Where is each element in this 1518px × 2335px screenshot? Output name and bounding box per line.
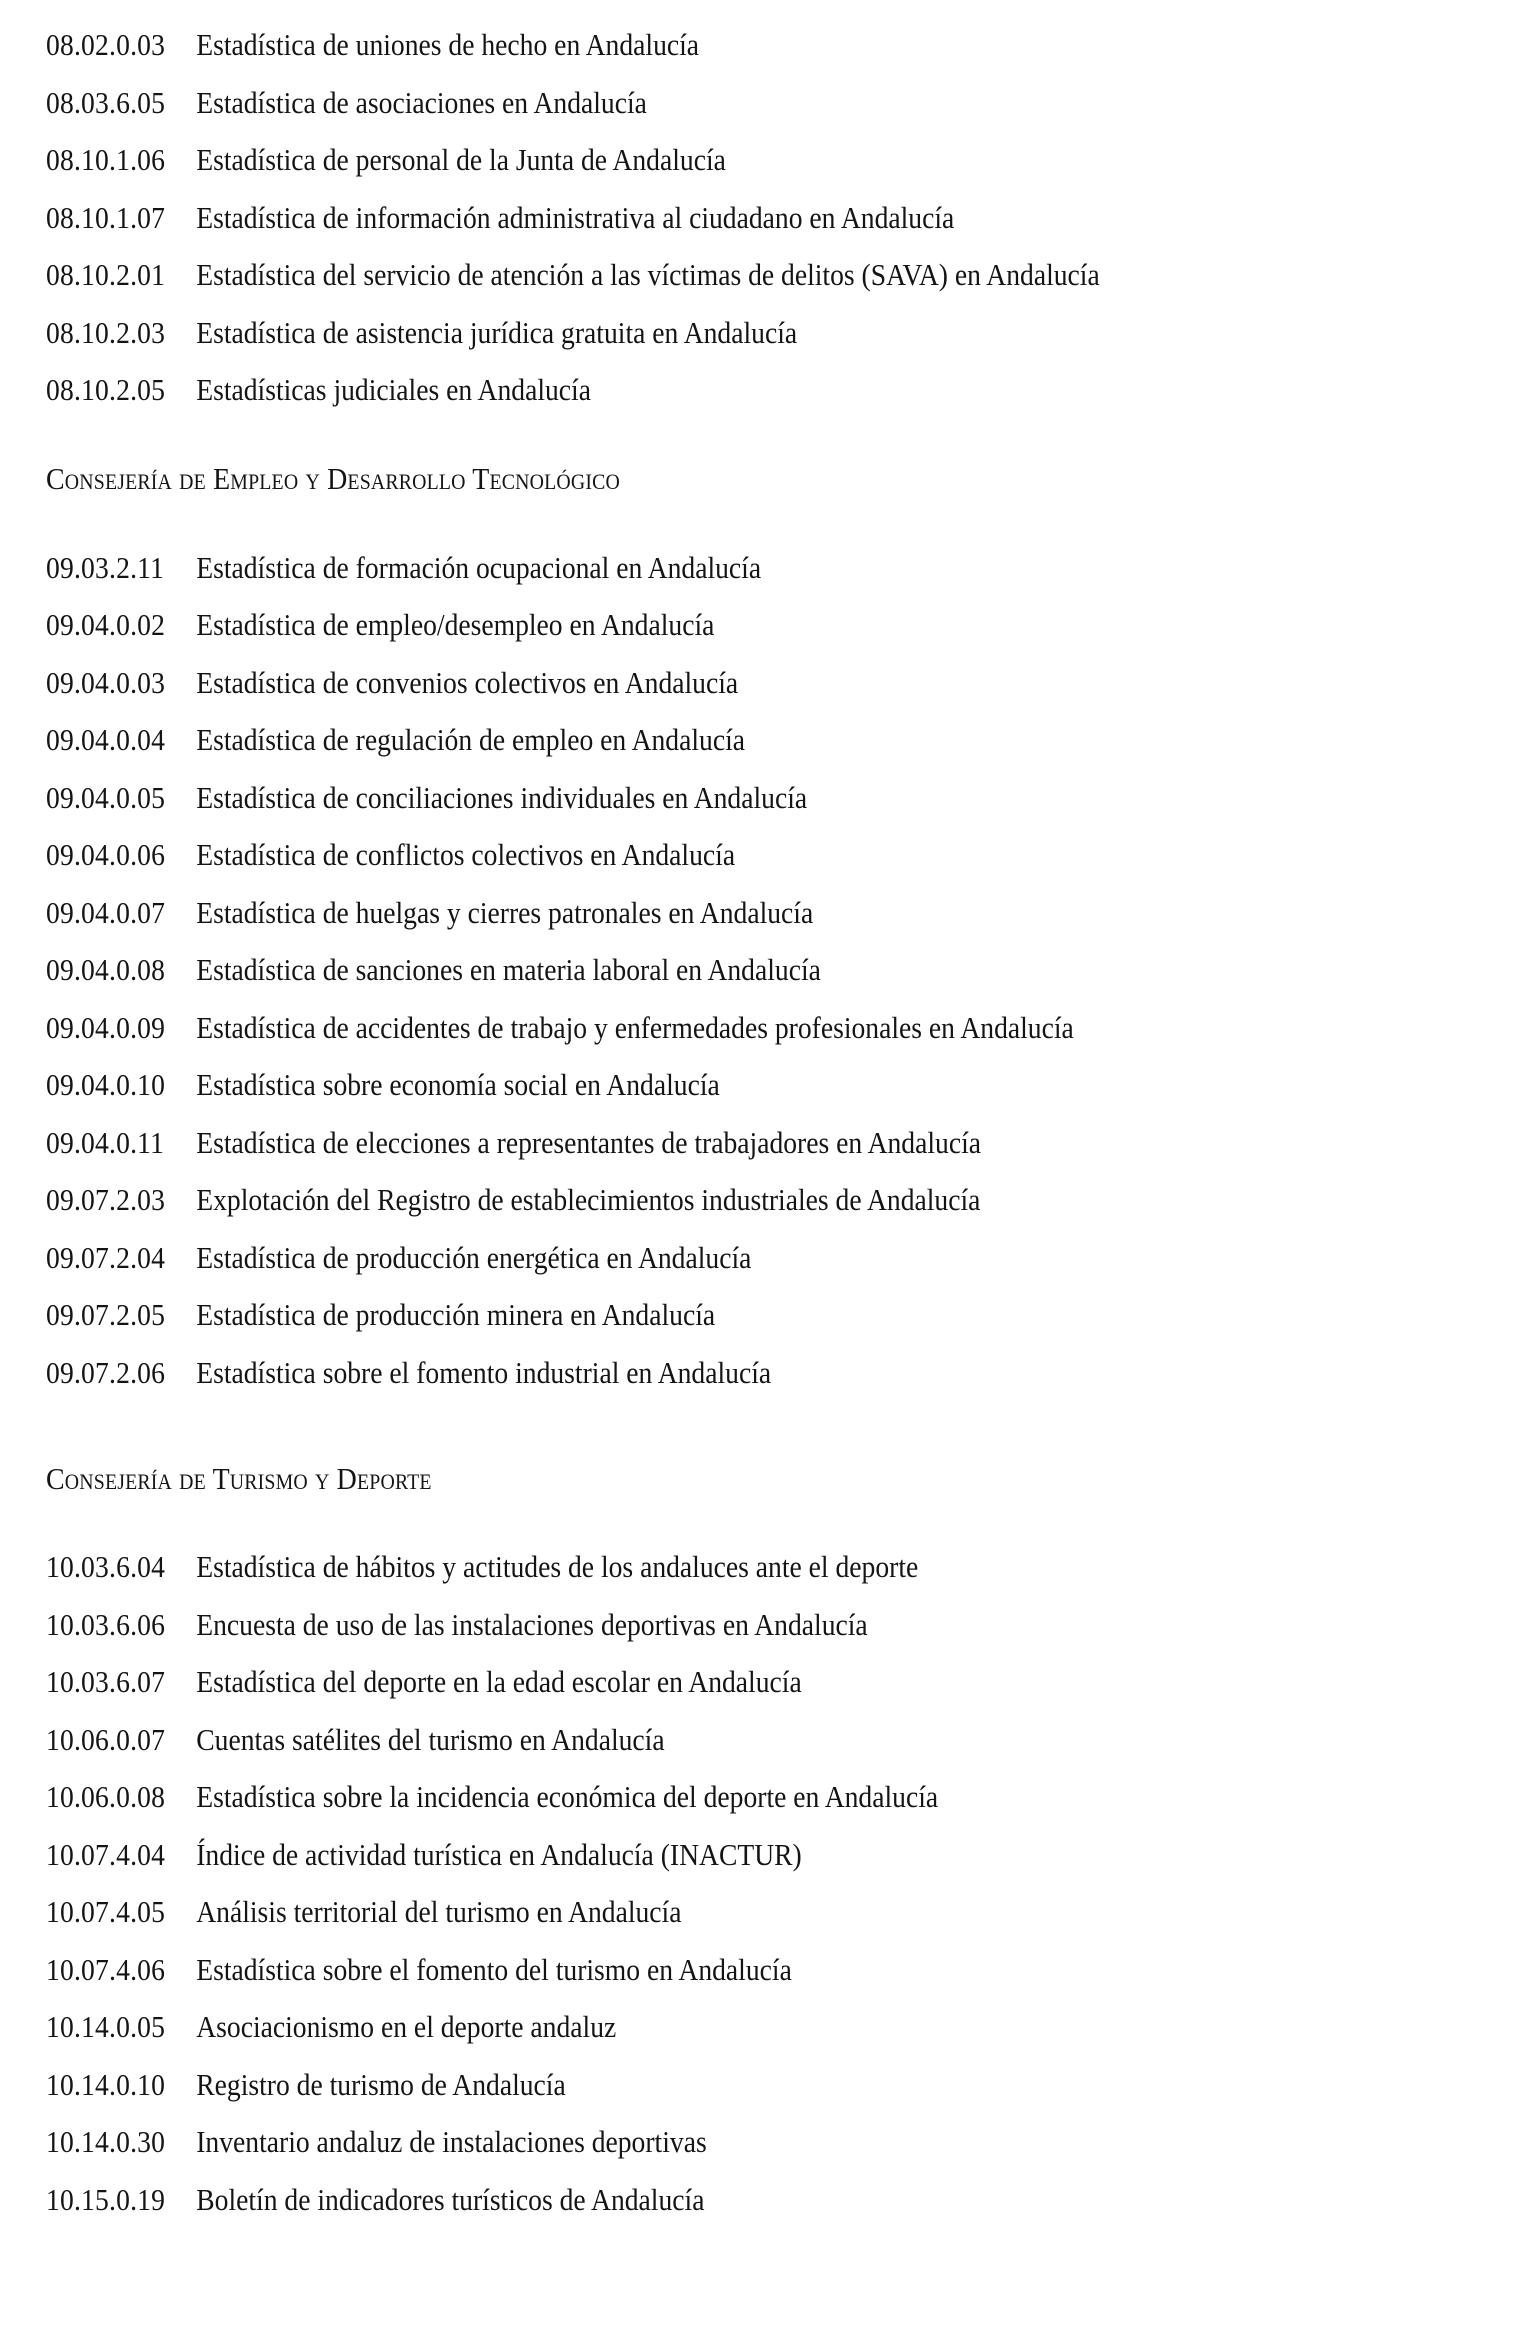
item-title: Estadística de asociaciones en Andalucía bbox=[196, 86, 647, 120]
list-item bbox=[46, 138, 726, 182]
item-title: Encuesta de uso de las instalaciones deportivas en Andalucía bbox=[196, 1608, 868, 1642]
item-title: Estadística del deporte en la edad escolar en Andalucía bbox=[196, 1665, 802, 1699]
item-title: Estadística de conciliaciones individuales en Andalucía bbox=[196, 781, 808, 815]
item-code: 08.10.1.06 bbox=[46, 143, 166, 177]
item-code: 09.07.2.06 bbox=[46, 1356, 166, 1390]
list-item bbox=[46, 1006, 1074, 1050]
item-code: 08.10.2.01 bbox=[46, 258, 166, 292]
item-title: Estadística de uniones de hecho en Andalucía bbox=[196, 28, 700, 62]
item-title: Índice de actividad turística en Andalucía (INACTUR) bbox=[196, 1838, 802, 1872]
item-title: Estadística de convenios colectivos en Andalucía bbox=[196, 666, 739, 700]
list-item bbox=[46, 23, 699, 67]
list-item bbox=[46, 661, 738, 705]
item-code: 10.14.0.10 bbox=[46, 2068, 166, 2102]
list-item bbox=[46, 2178, 704, 2222]
list-item bbox=[46, 1660, 802, 1704]
item-title: Estadística de elecciones a representantes de trabajadores en Andalucía bbox=[196, 1126, 982, 1160]
item-code: 09.04.0.03 bbox=[46, 666, 166, 700]
list-item bbox=[46, 2005, 616, 2049]
item-title: Estadística de producción minera en Andalucía bbox=[196, 1298, 716, 1332]
item-code: 09.04.0.08 bbox=[46, 953, 166, 987]
item-title: Estadística de producción energética en Andalucía bbox=[196, 1241, 752, 1275]
item-code: 08.10.2.05 bbox=[46, 373, 166, 407]
item-title: Estadística de asistencia jurídica gratuita en Andalucía bbox=[196, 316, 798, 350]
item-title: Estadística sobre el fomento industrial en Andalucía bbox=[196, 1356, 772, 1390]
item-code: 09.07.2.03 bbox=[46, 1183, 166, 1217]
list-item bbox=[46, 1890, 681, 1934]
item-code: 10.14.0.30 bbox=[46, 2125, 166, 2159]
item-title: Estadística de personal de la Junta de Andalucía bbox=[196, 143, 726, 177]
section-heading: Consejería de Turismo y Deporte bbox=[46, 1461, 432, 1496]
item-title: Estadística sobre la incidencia económica del deporte en Andalucía bbox=[196, 1780, 939, 1814]
item-code: 10.07.4.06 bbox=[46, 1953, 166, 1987]
item-code: 10.06.0.07 bbox=[46, 1723, 166, 1757]
item-code: 10.07.4.04 bbox=[46, 1838, 166, 1872]
item-title: Estadística de sanciones en materia laboral en Andalucía bbox=[196, 953, 821, 987]
item-code: 10.15.0.19 bbox=[46, 2183, 166, 2217]
item-title: Estadísticas judiciales en Andalucía bbox=[196, 373, 591, 407]
item-title: Estadística de empleo/desempleo en Andalucía bbox=[196, 608, 715, 642]
list-item bbox=[46, 2120, 707, 2164]
item-title: Estadística del servicio de atención a las víctimas de delitos (SAVA) en Andalucía bbox=[196, 258, 1100, 292]
list-item bbox=[46, 546, 761, 590]
item-code: 10.03.6.06 bbox=[46, 1608, 166, 1642]
section-heading: Consejería de Empleo y Desarrollo Tecnológico bbox=[46, 461, 621, 496]
list-item bbox=[46, 2063, 566, 2107]
list-item bbox=[46, 1948, 792, 1992]
list-item bbox=[46, 1775, 938, 1819]
list-item bbox=[46, 948, 821, 992]
item-title: Estadística de conflictos colectivos en Andalucía bbox=[196, 838, 736, 872]
list-item bbox=[46, 891, 813, 935]
list-item bbox=[46, 368, 591, 412]
item-code: 09.04.0.05 bbox=[46, 781, 166, 815]
item-title: Boletín de indicadores turísticos de Andalucía bbox=[196, 2183, 705, 2217]
item-title: Estadística de hábitos y actitudes de los andaluces ante el deporte bbox=[196, 1550, 919, 1584]
item-code: 10.06.0.08 bbox=[46, 1780, 166, 1814]
item-title: Estadística de información administrativa al ciudadano en Andalucía bbox=[196, 201, 955, 235]
item-code: 10.07.4.05 bbox=[46, 1895, 166, 1929]
item-code: 10.03.6.04 bbox=[46, 1550, 166, 1584]
list-item bbox=[46, 1178, 980, 1222]
item-title: Estadística de accidentes de trabajo y enfermedades profesionales en Andalucía bbox=[196, 1011, 1074, 1045]
list-item bbox=[46, 311, 797, 355]
list-item bbox=[46, 1833, 802, 1877]
item-code: 10.03.6.07 bbox=[46, 1665, 166, 1699]
list-item bbox=[46, 1121, 981, 1165]
item-title: Explotación del Registro de establecimientos industriales de Andalucía bbox=[196, 1183, 981, 1217]
list-item bbox=[46, 1236, 751, 1280]
list-item bbox=[46, 253, 1100, 297]
item-code: 09.07.2.05 bbox=[46, 1298, 166, 1332]
list-item bbox=[46, 1293, 715, 1337]
item-code: 09.03.2.11 bbox=[46, 551, 165, 585]
item-code: 09.07.2.04 bbox=[46, 1241, 166, 1275]
item-title: Estadística sobre economía social en Andalucía bbox=[196, 1068, 720, 1102]
list-item bbox=[46, 718, 745, 762]
item-title: Asociacionismo en el deporte andaluz bbox=[196, 2010, 617, 2044]
item-code: 08.02.0.03 bbox=[46, 28, 166, 62]
item-code: 08.10.2.03 bbox=[46, 316, 166, 350]
item-title: Cuentas satélites del turismo en Andalucía bbox=[196, 1723, 665, 1757]
item-title: Estadística de formación ocupacional en Andalucía bbox=[196, 551, 762, 585]
item-code: 09.04.0.09 bbox=[46, 1011, 166, 1045]
item-title: Estadística de huelgas y cierres patronales en Andalucía bbox=[196, 896, 814, 930]
item-code: 09.04.0.06 bbox=[46, 838, 166, 872]
item-code: 08.10.1.07 bbox=[46, 201, 166, 235]
item-title: Análisis territorial del turismo en Andalucía bbox=[196, 1895, 682, 1929]
list-item bbox=[46, 1351, 771, 1395]
item-title: Inventario andaluz de instalaciones deportivas bbox=[196, 2125, 707, 2159]
item-code: 09.04.0.04 bbox=[46, 723, 166, 757]
item-code: 09.04.0.07 bbox=[46, 896, 166, 930]
item-code: 10.14.0.05 bbox=[46, 2010, 166, 2044]
list-item bbox=[46, 81, 647, 125]
list-item bbox=[46, 833, 735, 877]
list-item bbox=[46, 196, 954, 240]
item-title: Registro de turismo de Andalucía bbox=[196, 2068, 566, 2102]
list-item bbox=[46, 1718, 665, 1762]
item-code: 09.04.0.02 bbox=[46, 608, 166, 642]
item-code: 09.04.0.10 bbox=[46, 1068, 166, 1102]
list-item bbox=[46, 1063, 720, 1107]
item-code: 09.04.0.11 bbox=[46, 1126, 165, 1160]
item-title: Estadística sobre el fomento del turismo en Andalucía bbox=[196, 1953, 792, 1987]
item-code: 08.03.6.05 bbox=[46, 86, 166, 120]
list-item bbox=[46, 603, 714, 647]
list-item bbox=[46, 1603, 868, 1647]
list-item bbox=[46, 776, 807, 820]
item-title: Estadística de regulación de empleo en Andalucía bbox=[196, 723, 746, 757]
list-item bbox=[46, 1545, 918, 1589]
